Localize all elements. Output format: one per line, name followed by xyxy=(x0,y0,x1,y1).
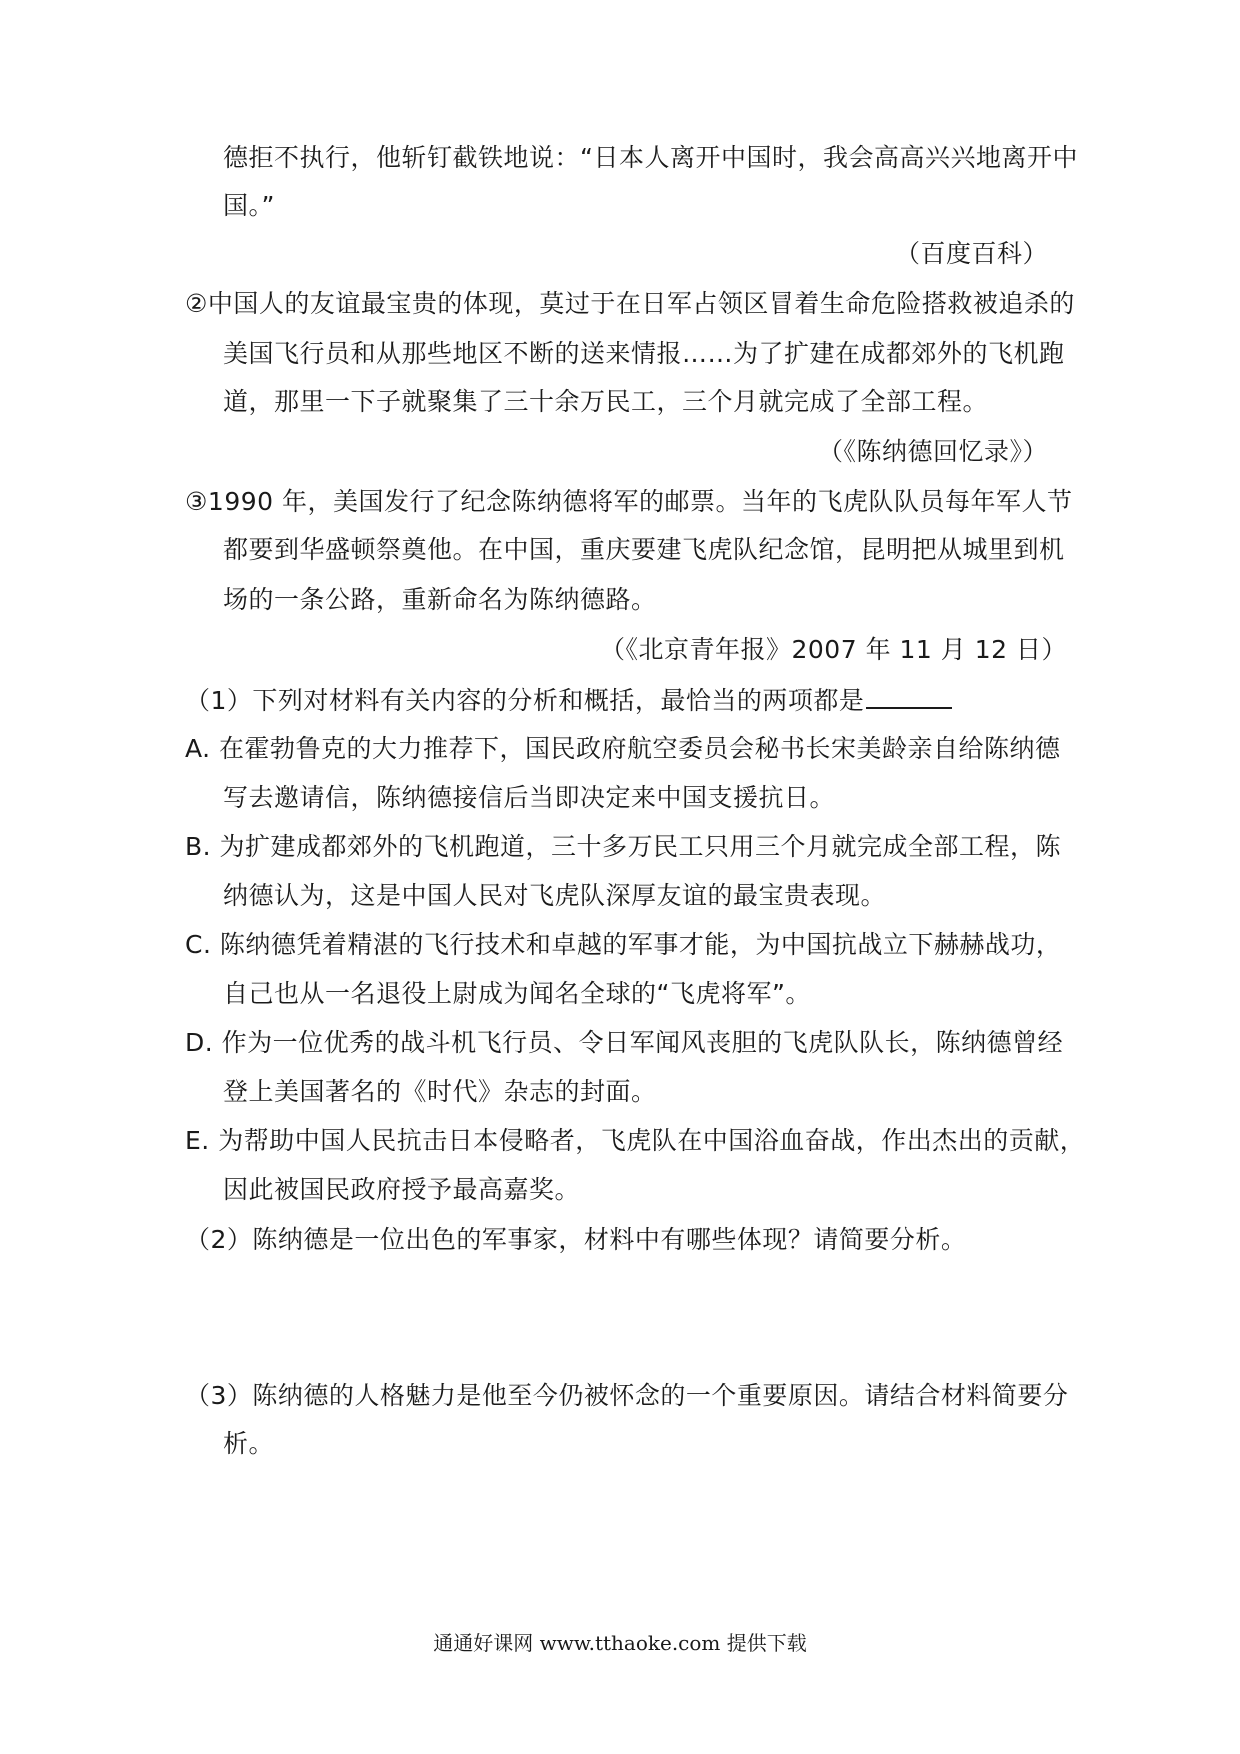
passage-line: 德拒不执行，他斩钉截铁地说：“日本人离开中国时，我会高高兴兴地离开中 xyxy=(223,143,1078,172)
question-3: （3）陈纳德的人格魅力是他至今仍被怀念的一个重要原因。请结合材料简要分 xyxy=(185,1381,1069,1410)
option-b: B. 为扩建成都郊外的飞机跑道，三十多万民工只用三个月就完成全部工程，陈 xyxy=(185,832,1062,861)
source-citation: （《北京青年报》2007 年 11 月 12 日） xyxy=(600,635,1067,664)
question-1 xyxy=(185,681,952,719)
option-c-continued: 自己也从一名退役上尉成为闻名全球的“飞虎将军”。 xyxy=(223,979,811,1008)
answer-blank[interactable] xyxy=(866,681,952,709)
question-1-text: （1）下列对材料有关内容的分析和概括，最恰当的两项都是 xyxy=(185,686,865,715)
option-a: A. 在霍勃鲁克的大力推荐下，国民政府航空委员会秘书长宋美龄亲自给陈纳德 xyxy=(185,734,1061,763)
passage-line: ②中国人的友谊最宝贵的体现，莫过于在日军占领区冒着生命危险搭救被追杀的 xyxy=(185,289,1075,318)
passage-line: 美国飞行员和从那些地区不断的送来情报……为了扩建在成都郊外的飞机跑 xyxy=(223,339,1065,368)
option-c: C. 陈纳德凭着精湛的飞行技术和卓越的军事才能，为中国抗战立下赫赫战功， xyxy=(185,930,1062,959)
passage-line: ③1990 年，美国发行了纪念陈纳德将军的邮票。当年的飞虎队队员每年军人节 xyxy=(185,487,1073,516)
option-a-continued: 写去邀请信，陈纳德接信后当即决定来中国支援抗日。 xyxy=(223,783,836,812)
option-e-continued: 因此被国民政府授予最高嘉奖。 xyxy=(223,1175,581,1204)
passage-line: 道，那里一下子就聚集了三十余万民工，三个月就完成了全部工程。 xyxy=(223,387,989,416)
passage-line: 国。” xyxy=(223,191,275,220)
passage-line: 都要到华盛顿祭奠他。在中国，重庆要建飞虎队纪念馆，昆明把从城里到机 xyxy=(223,535,1065,564)
option-e: E. 为帮助中国人民抗击日本侵略者，飞虎队在中国浴血奋战，作出杰出的贡献， xyxy=(185,1126,1086,1155)
option-d: D. 作为一位优秀的战斗机飞行员、令日军闻风丧胆的飞虎队队长，陈纳德曾经 xyxy=(185,1028,1064,1057)
source-citation: （《陈纳德回忆录》） xyxy=(817,437,1048,466)
option-b-continued: 纳德认为，这是中国人民对飞虎队深厚友谊的最宝贵表现。 xyxy=(223,881,887,910)
question-2: （2）陈纳德是一位出色的军事家，材料中有哪些体现？请简要分析。 xyxy=(185,1225,967,1254)
source-citation: （百度百科） xyxy=(894,239,1048,268)
footer-watermark: 通通好课网 www.tthaoke.com 提供下载 xyxy=(433,1631,807,1655)
question-3-continued: 析。 xyxy=(223,1429,275,1458)
option-d-continued: 登上美国著名的《时代》杂志的封面。 xyxy=(223,1077,657,1106)
passage-line: 场的一条公路，重新命名为陈纳德路。 xyxy=(223,585,657,614)
